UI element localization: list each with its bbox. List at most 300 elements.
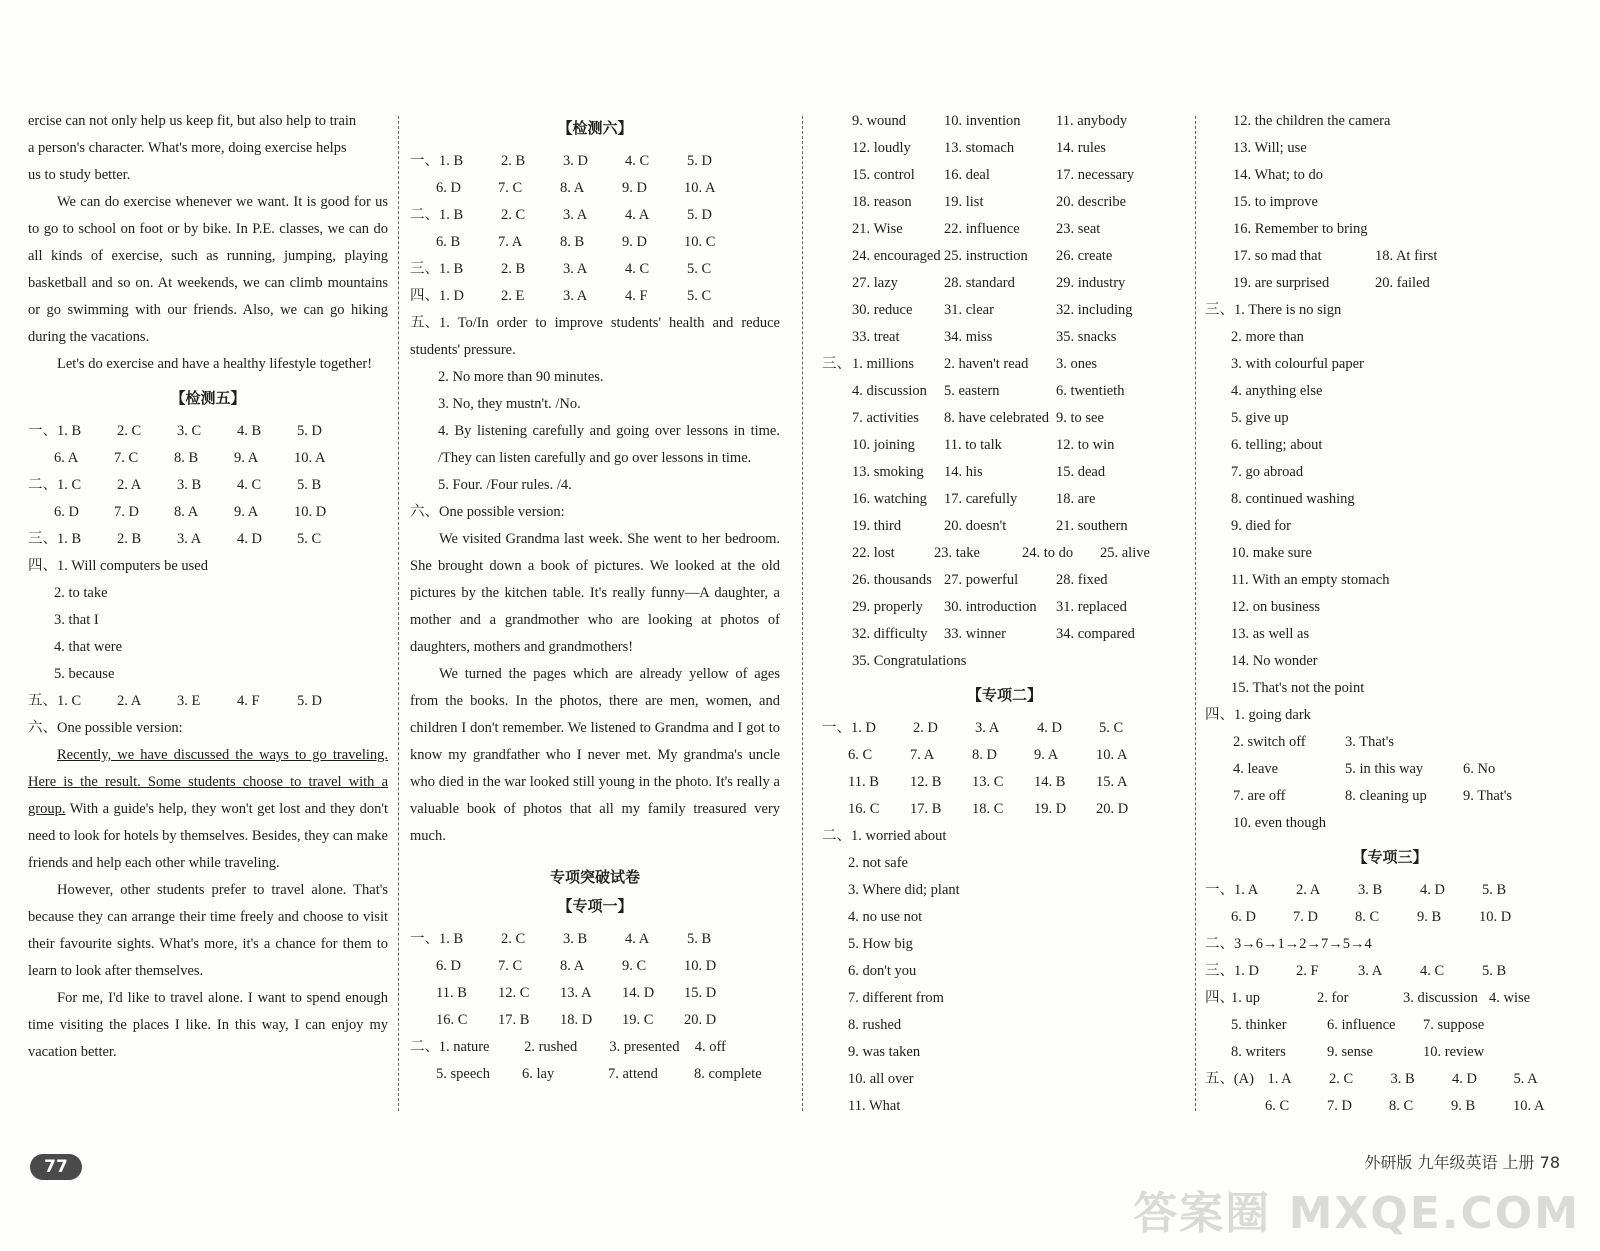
section-number (822, 540, 852, 567)
answer-row (1205, 243, 1575, 270)
answer-row (28, 634, 388, 661)
answer-item: 3. B (177, 477, 202, 493)
answer-item: 9. wound (852, 113, 906, 129)
answer-item: 9. D (622, 234, 647, 250)
answer-item: 4. wise (1489, 990, 1531, 1006)
answer-item: 23. take (934, 545, 980, 561)
answer-item: 2. E (501, 288, 525, 304)
answer-item: 17. B (498, 1012, 530, 1028)
answer-section (822, 823, 1187, 1120)
answer-item: 8. have celebrated (944, 410, 1050, 426)
answer-item: 1. going dark (1234, 707, 1311, 723)
answer-item: 9. B (1417, 909, 1442, 925)
answer-item: 4. discussion (852, 383, 927, 399)
answer-item: 1. up (1231, 990, 1260, 1006)
answer-item: 7. go abroad (1231, 464, 1304, 480)
section-number (822, 459, 852, 486)
essay-paragraph: We can do exercise whenever we want. It is good for us to go to school on foot or by bike. In P.E. classes, we can do all kinds of exercise, such as running, jumping, playing basketball and so on. At weekends, we can climb mountains or go swimming with our friends. Also, we can go hiking during the vacations. (28, 194, 388, 345)
answer-item: 4. D (237, 531, 262, 547)
answer-item: 6. lay (522, 1066, 555, 1082)
answer-item: 24. encouraged (852, 248, 941, 264)
answer-item: 2. A (117, 693, 142, 709)
answer-item: 2. switch off (1233, 734, 1306, 750)
section-number (1205, 904, 1231, 931)
answer-section (410, 202, 780, 256)
answer-section (822, 108, 1187, 351)
section-number (410, 1061, 436, 1088)
section-number (1205, 351, 1231, 378)
answer-item: 7. different from (848, 990, 944, 1006)
answer-row (1205, 459, 1575, 486)
answer-item: 1. millions (852, 356, 915, 372)
answer-item: 2. C (501, 207, 526, 223)
answer-item: 34. miss (944, 329, 993, 345)
answer-row (1205, 702, 1575, 729)
answer-item: 6. D (1231, 909, 1256, 925)
answer-item: 14. No wonder (1231, 653, 1318, 669)
answer-item: 32. including (1056, 302, 1133, 318)
answer-item: 7. C (498, 958, 523, 974)
section-number (822, 769, 848, 796)
answer-section (822, 715, 1187, 823)
answer-item: 2. B (501, 153, 526, 169)
answer-item: 10. all over (848, 1071, 914, 1087)
section-number: 五、 (28, 693, 57, 709)
page-number-right: 78 (1539, 1153, 1560, 1172)
answer-row (1205, 297, 1575, 324)
answer-item: 11. B (436, 985, 467, 1001)
answer-row (822, 540, 1187, 567)
answer-item: 16. C (848, 801, 880, 817)
answer-section (410, 1034, 780, 1088)
essay-paragraph: Recently, we have discussed the ways to go traveling. Here is the result. Some students choose to travel with a group. With a guide's help, they won't get lost and they don't need to look for hotels by themselves. Besides, they can make friends and help each other while traveling. (28, 747, 388, 871)
answer-item: 4. F (237, 693, 260, 709)
answer-row (822, 594, 1187, 621)
section-heading: 【检测六】 (557, 119, 633, 137)
answer-row (822, 648, 1187, 675)
answer-item: 4. B (237, 423, 262, 439)
answer-item: 1. B (439, 207, 464, 223)
answer-item: 1. D (1234, 963, 1259, 979)
answer-section (410, 256, 780, 283)
answer-item: 9. sense (1327, 1044, 1373, 1060)
answer-item: 20. doesn't (944, 518, 1007, 534)
answer-item: 3. B (1390, 1071, 1415, 1087)
answer-row (410, 1007, 780, 1034)
section-number (822, 621, 852, 648)
answer-item: 8. C (1389, 1098, 1414, 1114)
answer-item: 15. A (1096, 774, 1128, 790)
section-number (28, 580, 54, 607)
answer-item: 2. not safe (848, 855, 908, 871)
section-number (822, 796, 848, 823)
answer-item: 18. are (1056, 491, 1096, 507)
answer-item: 10. D (294, 504, 327, 520)
answer-item: 11. B (848, 774, 879, 790)
answer-section (1205, 702, 1575, 837)
section-number (410, 1007, 436, 1034)
answer-item: 9. A (1034, 747, 1059, 763)
answer-row (822, 1012, 1187, 1039)
answer-row (410, 175, 780, 202)
answer-item: 4. By listening carefully and going over lessons in time. /They can listen carefully and go over lessons in time. (438, 423, 780, 466)
answer-row (822, 850, 1187, 877)
answer-item: 31. replaced (1056, 599, 1127, 615)
answer-item: 10. D (1479, 909, 1512, 925)
section-number: 三、 (28, 531, 57, 547)
answer-item: 3. A (563, 207, 588, 223)
section-number: 一、 (28, 423, 57, 439)
answer-item: 30. reduce (852, 302, 913, 318)
answer-item: 2. for (1317, 990, 1349, 1006)
answer-item: 7. D (1327, 1098, 1352, 1114)
answer-item: 1. B (439, 261, 464, 277)
answer-item: 5. eastern (944, 383, 1000, 399)
answer-item: 27. lazy (852, 275, 898, 291)
answer-item: 3. A (563, 288, 588, 304)
answer-item: 14. his (944, 464, 983, 480)
answer-item: 9. A (234, 450, 259, 466)
answer-item: 11. What (848, 1098, 901, 1114)
section-number (822, 513, 852, 540)
section-number: 三、 (822, 356, 851, 372)
answer-row (1205, 324, 1575, 351)
answer-item: 1. B (57, 531, 82, 547)
section-number (822, 1066, 848, 1093)
answer-item: 15. D (684, 985, 717, 1001)
answer-item: 21. southern (1056, 518, 1128, 534)
section-number: 一、 (822, 720, 851, 736)
answer-row (822, 769, 1187, 796)
paper-title: 专项突破试卷 (549, 868, 640, 886)
answer-item: 7. suppose (1423, 1017, 1485, 1033)
answer-item: 5. C (687, 288, 712, 304)
answer-row (28, 418, 388, 445)
answer-row (1205, 513, 1575, 540)
answer-section (822, 351, 1187, 675)
answer-item: 1. C (57, 477, 82, 493)
answer-item: 4. C (1420, 963, 1445, 979)
answer-item: 6. B (436, 234, 461, 250)
section-heading: 【专项三】 (1352, 848, 1428, 866)
section-number (1205, 459, 1231, 486)
answer-row (822, 931, 1187, 958)
answer-item: 4. D (1037, 720, 1062, 736)
answer-item: 20. failed (1375, 275, 1430, 291)
answer-item: 21. Wise (852, 221, 903, 237)
answer-row (822, 351, 1187, 378)
text-line: ercise can not only help us keep fit, but also help to train (28, 113, 357, 129)
answer-item: 19. list (944, 194, 984, 210)
answer-item: 5. give up (1231, 410, 1289, 426)
answer-item: 8. complete (694, 1066, 762, 1082)
section-number (822, 432, 852, 459)
answer-item: 11. With an empty stomach (1231, 572, 1390, 588)
answer-item: 14. B (1034, 774, 1066, 790)
answer-row (1205, 729, 1575, 756)
section-title: 六、 One possible version: (410, 504, 565, 520)
answer-item: 35. Congratulations (852, 653, 967, 669)
answer-item: 6. D (436, 180, 461, 196)
answer-row (1205, 108, 1575, 135)
page-number-left: 77 (30, 1154, 82, 1180)
answer-item: 10. A (684, 180, 716, 196)
answer-item: 4. D (1451, 1071, 1477, 1087)
answer-item: 7. A (910, 747, 935, 763)
answer-section (28, 526, 388, 553)
section-number (822, 985, 848, 1012)
answer-row (822, 567, 1187, 594)
answer-item: 4. A (625, 207, 650, 223)
answer-item: 18. D (560, 1012, 593, 1028)
answer-row (410, 1034, 780, 1061)
answer-item: 五、1. To/In order to improve students' health and reduce students' pressure. (410, 315, 780, 358)
section-number (822, 648, 852, 675)
answer-item: 19. C (622, 1012, 654, 1028)
answer-item: 3. Where did; plant (848, 882, 960, 898)
answer-row (1205, 1012, 1575, 1039)
answer-item: 28. fixed (1056, 572, 1108, 588)
section-number: 二、 (410, 1039, 439, 1055)
answer-section (410, 283, 780, 310)
section-number: 一、 (410, 931, 439, 947)
answer-row (28, 526, 388, 553)
section-number (822, 405, 852, 432)
section-number (1205, 540, 1231, 567)
answer-item: 8. D (972, 747, 997, 763)
answer-item: 3. discussion (1403, 990, 1478, 1006)
answer-row (822, 108, 1187, 135)
answer-row (822, 796, 1187, 823)
answer-item: 17. necessary (1056, 167, 1135, 183)
answer-item: 2. haven't read (944, 356, 1029, 372)
answer-item: 29. properly (852, 599, 923, 615)
answer-item: 8. writers (1231, 1044, 1286, 1060)
section-number: 三、 (1205, 963, 1234, 979)
answer-row (28, 499, 388, 526)
answer-row (1205, 486, 1575, 513)
answer-item: 13. as well as (1231, 626, 1310, 642)
answer-row (410, 148, 780, 175)
answer-row (822, 958, 1187, 985)
answer-item: 7. attend (608, 1066, 658, 1082)
answer-row (1205, 621, 1575, 648)
section-title: 六、 One possible version: (28, 720, 183, 736)
answer-item: 14. rules (1056, 140, 1106, 156)
essay-paragraph: However, other students prefer to travel alone. That's because they can arrange their time freely and choose to visit their favourite sights. What's more, it's a chance for them to learn to look after themselves. (28, 882, 388, 979)
answer-item: 1. B (57, 423, 82, 439)
answer-item: 1. B (439, 153, 464, 169)
answer-item: 2. C (117, 423, 142, 439)
answer-row (410, 1061, 780, 1088)
answer-item: 8. A (560, 958, 585, 974)
section-number (28, 607, 54, 634)
section-number (822, 931, 848, 958)
section-number (822, 850, 848, 877)
answer-row (822, 189, 1187, 216)
answer-row (1205, 540, 1575, 567)
section-number (410, 980, 436, 1007)
answer-item: 16. deal (944, 167, 990, 183)
answer-item: 10. C (684, 234, 716, 250)
answer-item: 4. D (1420, 882, 1445, 898)
section-number (1205, 513, 1231, 540)
answer-item: 2. A (1296, 882, 1321, 898)
answer-item: 6. D (436, 958, 461, 974)
answer-item: 5. How big (848, 936, 913, 952)
answer-item: 14. D (622, 985, 655, 1001)
column-4 (1205, 108, 1575, 1120)
answer-item: 15. to improve (1233, 194, 1318, 210)
answer-section (410, 926, 780, 1034)
answer-item: 6. telling; about (1231, 437, 1323, 453)
answer-item: 9. C (622, 958, 647, 974)
section-number (822, 567, 852, 594)
answer-row (822, 513, 1187, 540)
answer-item: 4. C (237, 477, 262, 493)
answer-item: 7. D (1293, 909, 1318, 925)
answer-item: 17. carefully (944, 491, 1018, 507)
answer-row (1205, 675, 1575, 702)
answer-row (1205, 1066, 1575, 1093)
answer-item: 22. influence (944, 221, 1020, 237)
answer-row (1205, 405, 1575, 432)
answer-row (1205, 567, 1575, 594)
column-divider (802, 116, 803, 1111)
answer-item: 4. off (694, 1039, 726, 1055)
answer-item: 3. No, they mustn't. /No. (438, 396, 581, 412)
answer-item: 2. D (913, 720, 938, 736)
answer-item: 2. C (501, 931, 526, 947)
answer-item: 3. ones (1056, 356, 1098, 372)
section-number: 一、 (410, 153, 439, 169)
answer-row (410, 953, 780, 980)
answer-item: 7. are off (1233, 788, 1286, 804)
answer-row (410, 256, 780, 283)
answer-row (822, 324, 1187, 351)
answer-item: 10. invention (944, 113, 1021, 129)
answer-item: 13. smoking (852, 464, 924, 480)
answer-item: 7. D (114, 504, 139, 520)
answer-row (822, 742, 1187, 769)
answer-row (1205, 756, 1575, 783)
answer-item: 12. B (910, 774, 942, 790)
essay-paragraph: We turned the pages which are already yellow of ages from the books. In the photos, there are men, women, and children I don't remember. We listened to Grandma and I got to know my grandfather who I never met. My grandma's uncle who died in the war looked still young in the photo. It's really a valuable book of photos that all my family treasured very much. (410, 666, 780, 844)
answer-row (822, 1039, 1187, 1066)
answer-item: 1. A (1267, 1071, 1292, 1087)
answer-row (1205, 1039, 1575, 1066)
section-number (28, 445, 54, 472)
answer-item: 6. don't you (848, 963, 917, 979)
answer-item: 5. B (297, 477, 322, 493)
answer-row (822, 378, 1187, 405)
answer-section (1205, 985, 1575, 1066)
answer-item: 5. Four. /Four rules. /4. (438, 477, 572, 493)
answer-row (822, 432, 1187, 459)
answer-item: 8. continued washing (1231, 491, 1355, 507)
answer-item: 8. B (560, 234, 585, 250)
answer-row (1205, 958, 1575, 985)
answer-item: 2. B (117, 531, 142, 547)
answer-row (822, 715, 1187, 742)
answer-item: 26. thousands (852, 572, 932, 588)
answer-row (28, 553, 388, 580)
answer-item: 9. B (1451, 1098, 1476, 1114)
text-line: us to study better. (28, 167, 131, 183)
section-number (1205, 486, 1231, 513)
answer-item: 4. C (625, 261, 650, 277)
answer-section (1205, 1066, 1575, 1120)
answer-row (1205, 877, 1575, 904)
answer-row (822, 270, 1187, 297)
answer-row (1205, 216, 1575, 243)
answer-item: 5. A (1513, 1071, 1538, 1087)
answer-item: 6. influence (1327, 1017, 1396, 1033)
answer-item: 19. third (852, 518, 902, 534)
answer-item: 1. D (439, 288, 464, 304)
section-number: 二、 (28, 477, 57, 493)
answer-item: 10. even though (1233, 815, 1327, 831)
answer-item: 18. At first (1375, 248, 1438, 264)
section-number (1205, 1012, 1231, 1039)
section-number: 四、 (1205, 990, 1234, 1006)
section-number (1205, 432, 1231, 459)
answer-item: 5. in this way (1345, 761, 1424, 777)
answer-item: 1. Will computers be used (57, 558, 208, 574)
answer-row (28, 688, 388, 715)
answer-row (822, 135, 1187, 162)
answer-item: 9. died for (1231, 518, 1291, 534)
answer-item: 5. B (687, 931, 712, 947)
answer-item: 1. nature (438, 1039, 490, 1055)
answer-item: 12. on business (1231, 599, 1321, 615)
answer-item: 7. A (498, 234, 523, 250)
answer-item: 27. powerful (944, 572, 1019, 588)
answer-item: 17. so mad that (1233, 248, 1322, 264)
answer-item: 24. to do (1022, 545, 1074, 561)
answer-item: 8. A (174, 504, 199, 520)
answer-item: 3. B (563, 931, 588, 947)
section-number (1205, 675, 1231, 702)
answer-row (822, 297, 1187, 324)
answer-item: 14. What; to do (1233, 167, 1323, 183)
answer-item: 15. dead (1056, 464, 1106, 480)
answer-item: 13. A (560, 985, 592, 1001)
section-number: 一、 (1205, 882, 1234, 898)
answer-item: 5. D (687, 207, 712, 223)
answer-item: 3. that I (54, 612, 99, 628)
answer-item: 3. A (1358, 963, 1383, 979)
answer-item: 5. speech (436, 1066, 490, 1082)
answer-item: 4. leave (1233, 761, 1279, 777)
answer-item: 6. No (1463, 761, 1496, 777)
answer-row (28, 607, 388, 634)
section-number (410, 229, 436, 256)
answer-item: 23. seat (1056, 221, 1101, 237)
section-number (1205, 378, 1231, 405)
section-heading: 【专项二】 (966, 686, 1042, 704)
answer-row (822, 904, 1187, 931)
section-heading: 【检测五】 (170, 389, 246, 407)
answer-row (410, 202, 780, 229)
answer-item: 7. activities (852, 410, 919, 426)
answer-item: 8. B (174, 450, 199, 466)
answer-item: 5. D (297, 693, 322, 709)
answer-row (28, 472, 388, 499)
section-number: 三、 (410, 261, 439, 277)
answer-item: 6. D (54, 504, 79, 520)
answer-item: 2. C (1328, 1071, 1354, 1087)
